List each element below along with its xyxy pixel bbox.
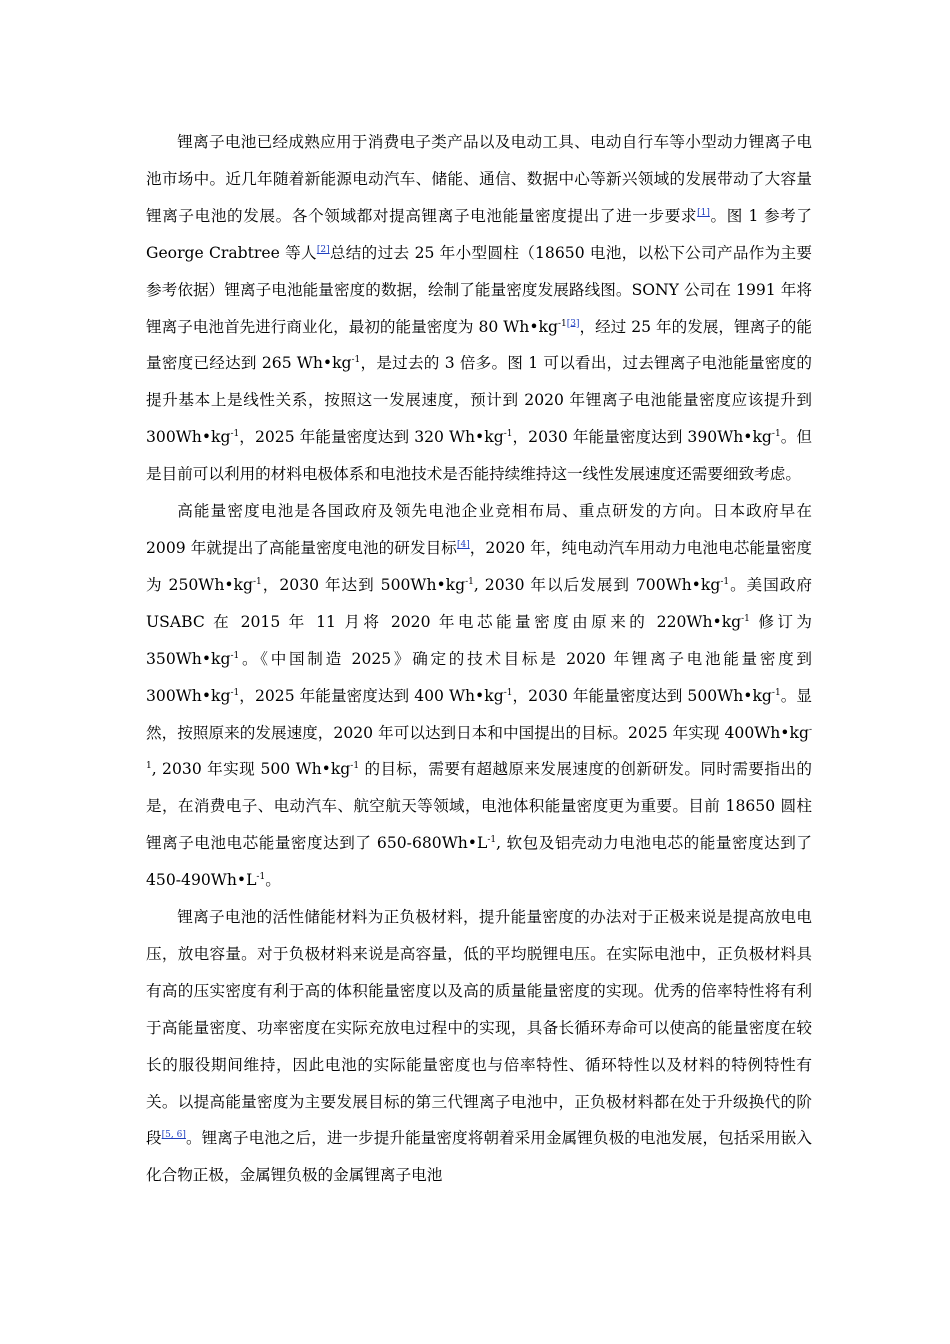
superscript: -1 bbox=[771, 429, 781, 440]
citation-link[interactable]: [5, 6] bbox=[161, 1130, 186, 1141]
superscript: -1 bbox=[741, 613, 750, 624]
text-run: 。显然，按照原来的发展速度，2020 年可以达到日本和中国提出的目标。2025 年实现 400Wh•kg bbox=[146, 686, 812, 742]
text-run: ，2030 年达到 500Wh•kg bbox=[261, 575, 466, 594]
text-run: ，是过去的 3 倍多。图 1 可以看出，过去锂离子电池能量密度的提升基本上是线性关系，按照这一发展速度，预计到 2020 年锂离子电池能量密度应该提升到 300Wh•kg bbox=[146, 354, 812, 447]
superscript: -1 bbox=[465, 576, 474, 587]
superscript: -1 bbox=[351, 355, 361, 366]
text-run: ，2025 年能量密度达到 400 Wh•kg bbox=[239, 686, 504, 705]
text-run: 锂离子电池已经成熟应用于消费电子类产品以及电动工具、电动自行车等小型动力锂离子电池市场中。近几年随着新能源电动汽车、储能、通信、数据中心等新兴领域的发展带动了大容量锂离子电池的发展。各个领域都对提高锂离子电池能量密度提出了进一步要求 bbox=[146, 133, 812, 225]
text-run: 高能量密度电池是各国政府及领先电池企业竞相布局、重点研发的方向。日本政府早在 2009 年就提出了高能量密度电池的研发目标 bbox=[146, 502, 812, 557]
superscript: -1 bbox=[230, 650, 240, 661]
paragraph-1 bbox=[146, 124, 812, 493]
text-run: ，2030 年能量密度达到 500Wh•kg bbox=[512, 686, 772, 705]
superscript: -1 bbox=[487, 835, 497, 846]
paragraph-2 bbox=[146, 493, 812, 899]
text-run: 总结的过去 25 年小型圆柱（18650 电池，以松下公司产品作为主要参考依据）锂离子电池能量密度的数据，绘制了能量密度发展路线图。SONY 公司在 1991 年将锂离子电池首先进行商业化，最初的能量密度为 80 Wh•kg bbox=[146, 243, 812, 336]
superscript: -1 bbox=[503, 687, 513, 698]
superscript: -1 bbox=[350, 761, 360, 772]
citation-link[interactable]: [1] bbox=[697, 207, 710, 218]
citation-link[interactable]: [3] bbox=[566, 318, 580, 329]
superscript: -1 bbox=[230, 687, 240, 698]
citation-link[interactable]: [2] bbox=[316, 244, 330, 255]
text-run: 。锂离子电池之后，进一步提升能量密度将朝着采用金属锂负极的电池发展，包括采用嵌入化合物正极，金属锂负极的金属锂离子电池 bbox=[146, 1129, 812, 1185]
text-run: ，2025 年能量密度达到 320 Wh•kg bbox=[239, 428, 504, 447]
paragraph-3 bbox=[146, 899, 812, 1194]
text-run: 锂离子电池的活性储能材料为正负极材料，提升能量密度的办法对于正极来说是提高放电电压，放电容量。对于负极材料来说是高容量，低的平均脱锂电压。在实际电池中，正负极材料具有高的压实密度有利于高的体积能量密度以及高的质量能量密度的实现。优秀的倍率特性将有利于高能量密度、功率密度在实际充放电过程中的实现，具备长循环寿命可以使高的能量密度在较长的服役期间维持，因此电池的实际能量密度也与倍率特性、循环特性以及材料的特例特性有关。以提高能量密度为主要发展目标的第三代锂离子电池中，正负极材料都在处于升级换代的阶段 bbox=[146, 908, 812, 1148]
text-run: ，2020 年，纯电动汽车用动力电池电芯能量密度为 250Wh•kg bbox=[146, 538, 812, 594]
text-run: , 软包及铝壳动力电池电芯的能量密度达到了 450-490Wh•L bbox=[146, 834, 812, 890]
text-run: ，2030 年能量密度达到 390Wh•kg bbox=[512, 428, 772, 447]
superscript: -1 bbox=[771, 687, 781, 698]
text-run: 。美国政府 USABC 在 2015 年 11 月将 2020 年电芯能量密度由原来的 220Wh•kg bbox=[146, 575, 813, 631]
superscript: -1 bbox=[256, 871, 266, 882]
text-run: 修订为 350Wh•kg bbox=[146, 612, 812, 668]
text-run: , 2030 年以后发展到 700Wh•kg bbox=[473, 575, 721, 594]
text-run: , 2030 年实现 500 Wh•kg bbox=[151, 760, 351, 779]
superscript: -1 bbox=[557, 318, 567, 329]
document-body bbox=[146, 124, 812, 1194]
text-run: ，经过 25 年的发展，锂离子的能量密度已经达到 265 Wh•kg bbox=[146, 317, 812, 373]
citation-link[interactable]: [4] bbox=[456, 539, 470, 550]
text-run: 。图 1 参考了 George Crabtree 等人 bbox=[146, 206, 812, 262]
text-run: 。 bbox=[265, 871, 281, 890]
superscript: -1 bbox=[230, 429, 240, 440]
text-run: 的目标，需要有超越原来发展速度的创新研发。同时需要指出的是，在消费电子、电动汽车、航空航天等领域，电池体积能量密度更为重要。目前 18650 圆柱锂离子电池电芯能量密度达到了 650-680Wh•L bbox=[146, 760, 812, 853]
superscript: -1 bbox=[720, 576, 730, 587]
superscript: -1 bbox=[146, 724, 812, 772]
text-run: 。《中国制造 2025》确定的技术目标是 2020 年锂离子电池能量密度到 300Wh•kg bbox=[146, 649, 812, 705]
superscript: -1 bbox=[253, 576, 262, 587]
superscript: -1 bbox=[503, 429, 513, 440]
text-run: 。但是目前可以利用的材料电极体系和电池技术是否能持续维持这一线性发展速度还需要细致考虑。 bbox=[146, 428, 812, 484]
